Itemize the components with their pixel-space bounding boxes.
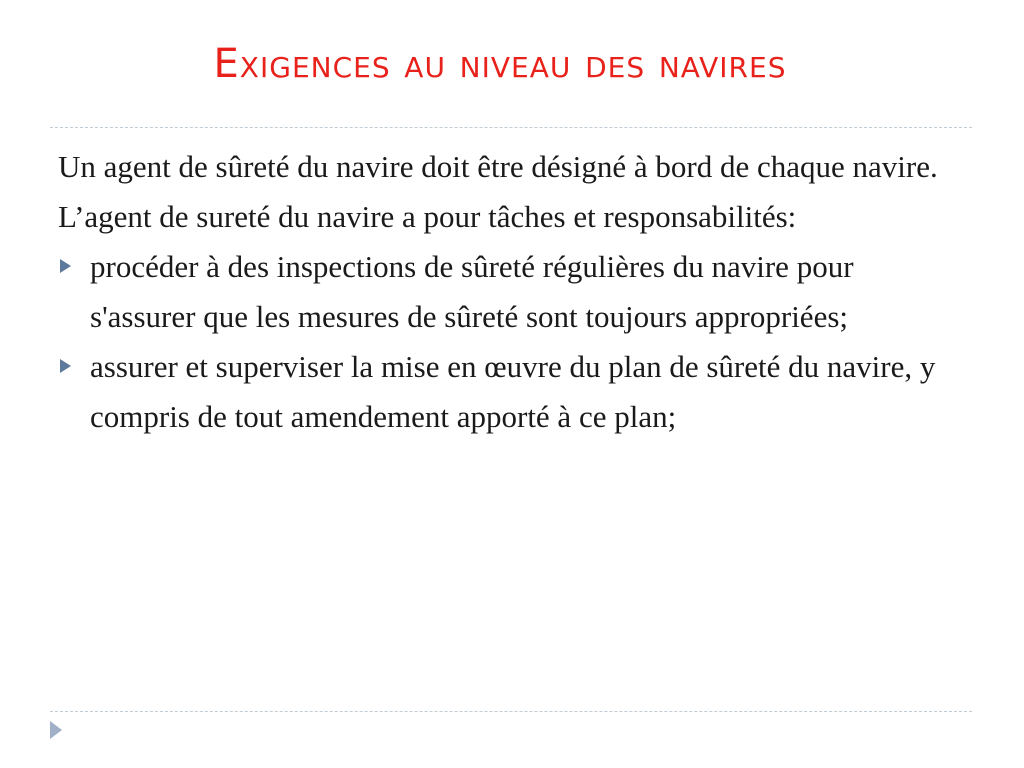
slide-title: Exigences au niveau des navires [213,41,787,87]
body-paragraph: L’agent de sureté du navire a pour tâches et responsabilités: [58,199,797,234]
bottom-divider [50,711,972,712]
slide-body [58,142,938,442]
bullet-text: assurer et superviser la mise en œuvre du plan de sûreté du navire, y compris de tout amendement apporté à ce plan; [90,349,936,434]
bullet-item [58,242,938,342]
bullet-text: procéder à des inspections de sûreté régulières du navire pour s'assurer que les mesures de sûreté sont toujours appropriées; [90,249,854,334]
triangle-bullet-icon [60,359,71,373]
triangle-bullet-icon [60,259,71,273]
bullet-item [58,342,938,442]
body-paragraph: Un agent de sûreté du navire doit être désigné à bord de chaque navire. [58,149,938,184]
next-slide-arrow-icon[interactable] [50,721,62,739]
top-divider [50,127,972,128]
